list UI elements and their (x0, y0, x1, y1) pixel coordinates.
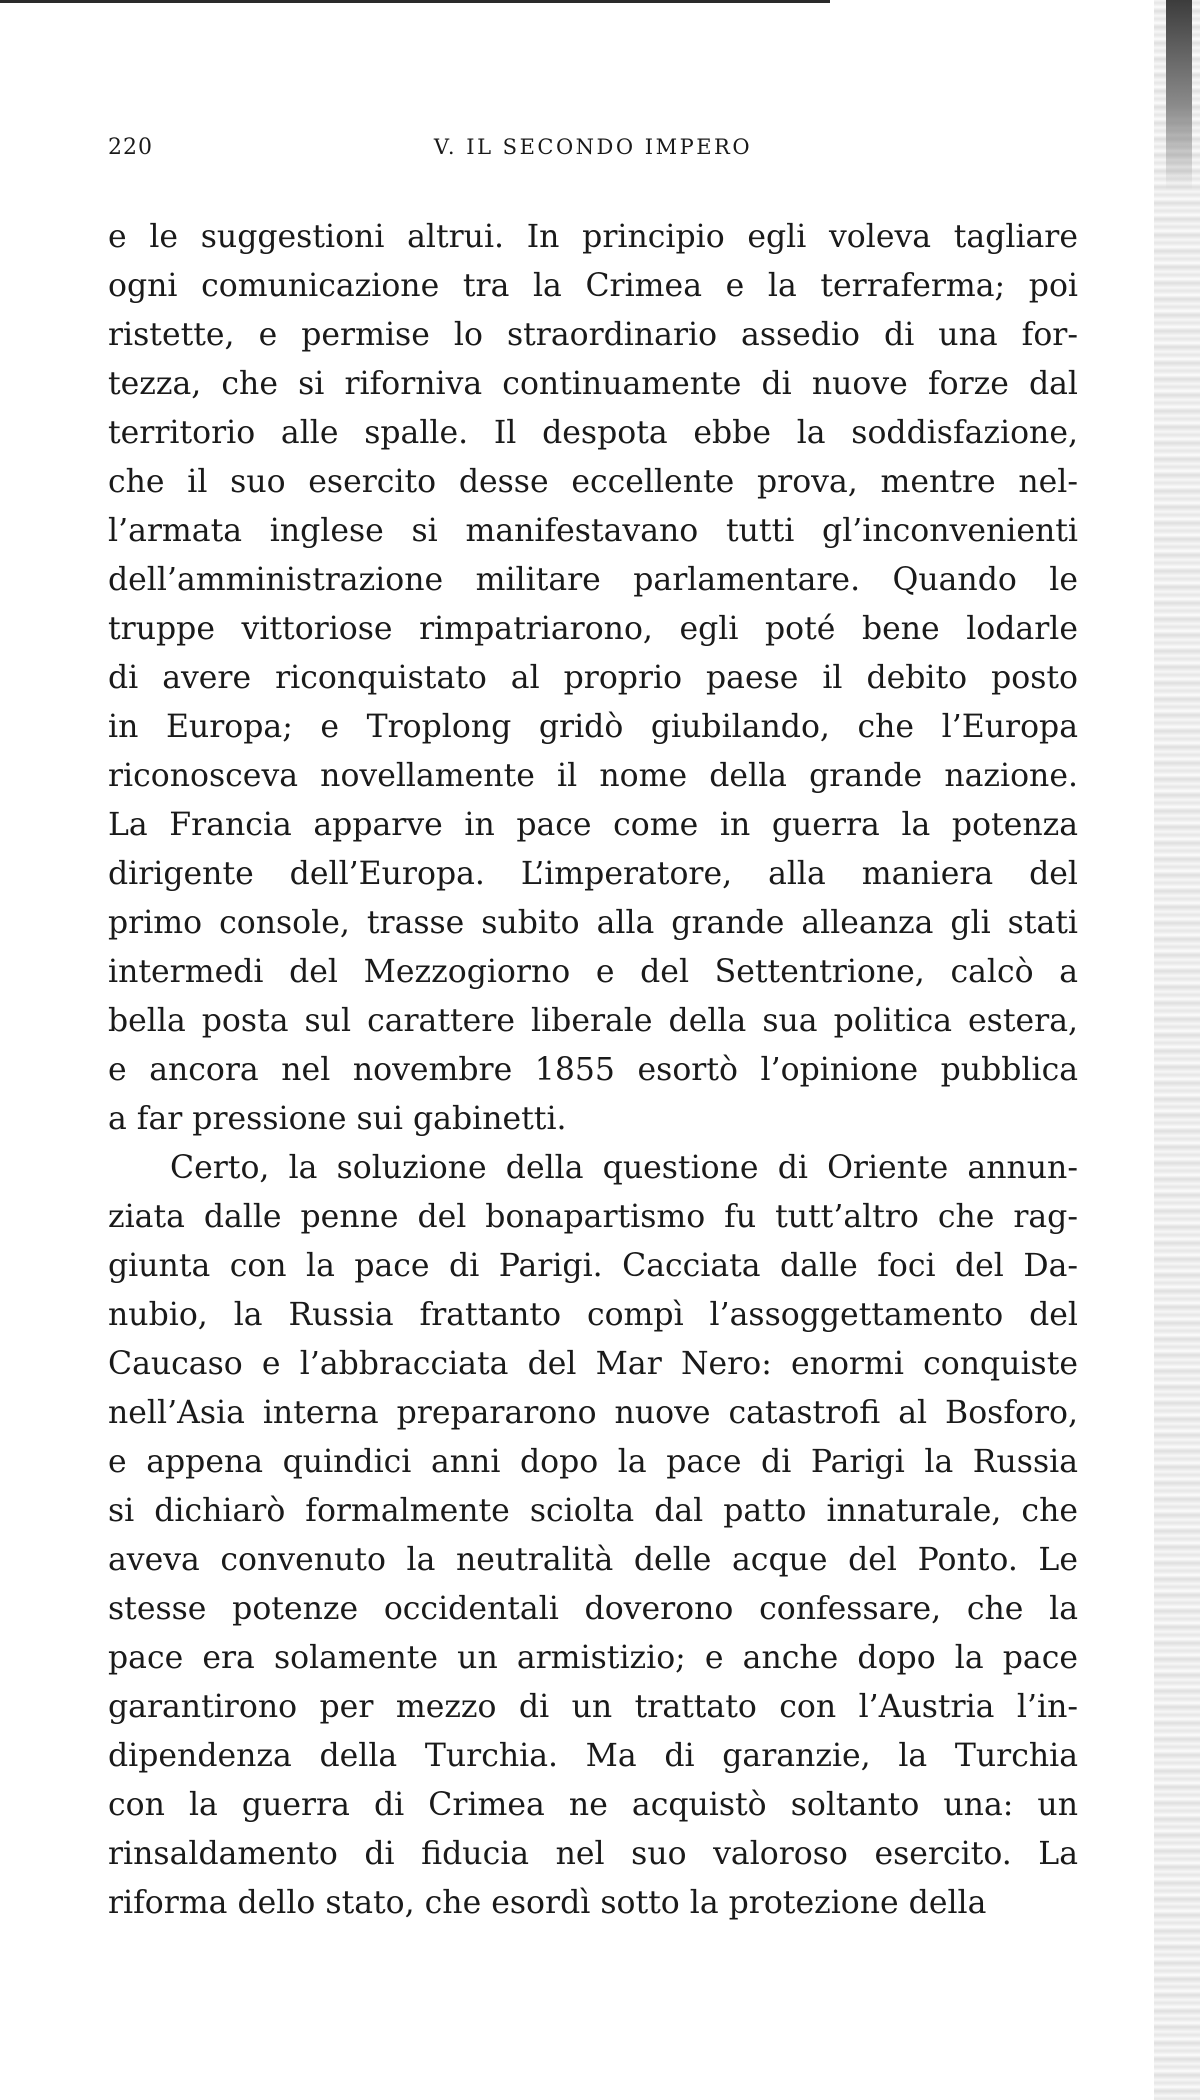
text-line: e ancora nel novembre 1855 esortò l’opinione pubblica (108, 1052, 1078, 1088)
text-line: ogni comunicazione tra la Crimea e la terraferma; poi (108, 268, 1078, 304)
text-line: riforma dello stato, che esordì sotto la protezione della (108, 1885, 987, 1921)
text-line: l’armata inglese si manifestavano tutti gl’inconvenienti (108, 513, 1078, 549)
text-line: stesse potenze occidentali doverono confessare, che la (108, 1591, 1078, 1627)
page-edge-dark (1166, 0, 1192, 190)
text-line: in Europa; e Troplong gridò giubilando, che l’Europa (108, 709, 1078, 745)
text-line: giunta con la pace di Parigi. Cacciata dalle foci del Da- (108, 1248, 1078, 1284)
text-line: garantirono per mezzo di un trattato con l’Austria l’in- (108, 1689, 1078, 1725)
text-line: dell’amministrazione militare parlamentare. Quando le (108, 562, 1078, 598)
running-title: V. IL SECONDO IMPERO (433, 135, 753, 159)
text-line: che il suo esercito desse eccellente prova, mentre nel- (108, 464, 1078, 500)
text-line: dipendenza della Turchia. Ma di garanzie, la Turchia (108, 1738, 1078, 1774)
text-line: e appena quindici anni dopo la pace di Parigi la Russia (108, 1444, 1078, 1480)
paragraph (108, 1144, 1078, 1928)
text-line: di avere riconquistato al proprio paese il debito posto (108, 660, 1078, 696)
text-line: tezza, che si riforniva continuamente di nuove forze dal (108, 366, 1078, 402)
text-line: nubio, la Russia frattanto compì l’assoggettamento del (108, 1297, 1078, 1333)
text-line: primo console, trasse subito alla grande alleanza gli stati (108, 905, 1078, 941)
text-line: con la guerra di Crimea ne acquistò soltanto una: un (108, 1787, 1078, 1823)
text-line: La Francia apparve in pace come in guerra la potenza (108, 807, 1078, 843)
text-line: ristette, e permise lo straordinario assedio di una for- (108, 317, 1078, 353)
text-line: pace era solamente un armistizio; e anche dopo la pace (108, 1640, 1078, 1676)
paragraph (108, 213, 1078, 1144)
page-number: 220 (108, 135, 153, 160)
text-line: Certo, la soluzione della questione di Oriente annun- (170, 1150, 1078, 1186)
text-line: territorio alle spalle. Il despota ebbe la soddisfazione, (108, 415, 1078, 451)
body-text (108, 213, 1078, 1928)
text-line: Caucaso e l’abbracciata del Mar Nero: enormi conquiste (108, 1346, 1078, 1382)
page-edge-shadow (1154, 0, 1200, 2100)
text-line: si dichiarò formalmente sciolta dal patto innaturale, che (108, 1493, 1078, 1529)
text-line: rinsaldamento di fiducia nel suo valoroso esercito. La (108, 1836, 1078, 1872)
text-line: e le suggestioni altrui. In principio egli voleva tagliare (108, 219, 1078, 255)
text-line: truppe vittoriose rimpatriarono, egli poté bene lodarle (108, 611, 1078, 647)
top-rule (0, 0, 830, 3)
text-line: intermedi del Mezzogiorno e del Settentrione, calcò a (108, 954, 1078, 990)
text-line: bella posta sul carattere liberale della sua politica estera, (108, 1003, 1078, 1039)
text-line: ziata dalle penne del bonapartismo fu tutt’altro che rag- (108, 1199, 1078, 1235)
text-line: dirigente dell’Europa. L’imperatore, alla maniera del (108, 856, 1078, 892)
text-line: nell’Asia interna prepararono nuove catastrofi al Bosforo, (108, 1395, 1078, 1431)
page-header (108, 135, 1078, 171)
text-line: riconosceva novellamente il nome della grande nazione. (108, 758, 1078, 794)
text-line: a far pressione sui gabinetti. (108, 1101, 567, 1137)
text-line: aveva convenuto la neutralità delle acque del Ponto. Le (108, 1542, 1078, 1578)
